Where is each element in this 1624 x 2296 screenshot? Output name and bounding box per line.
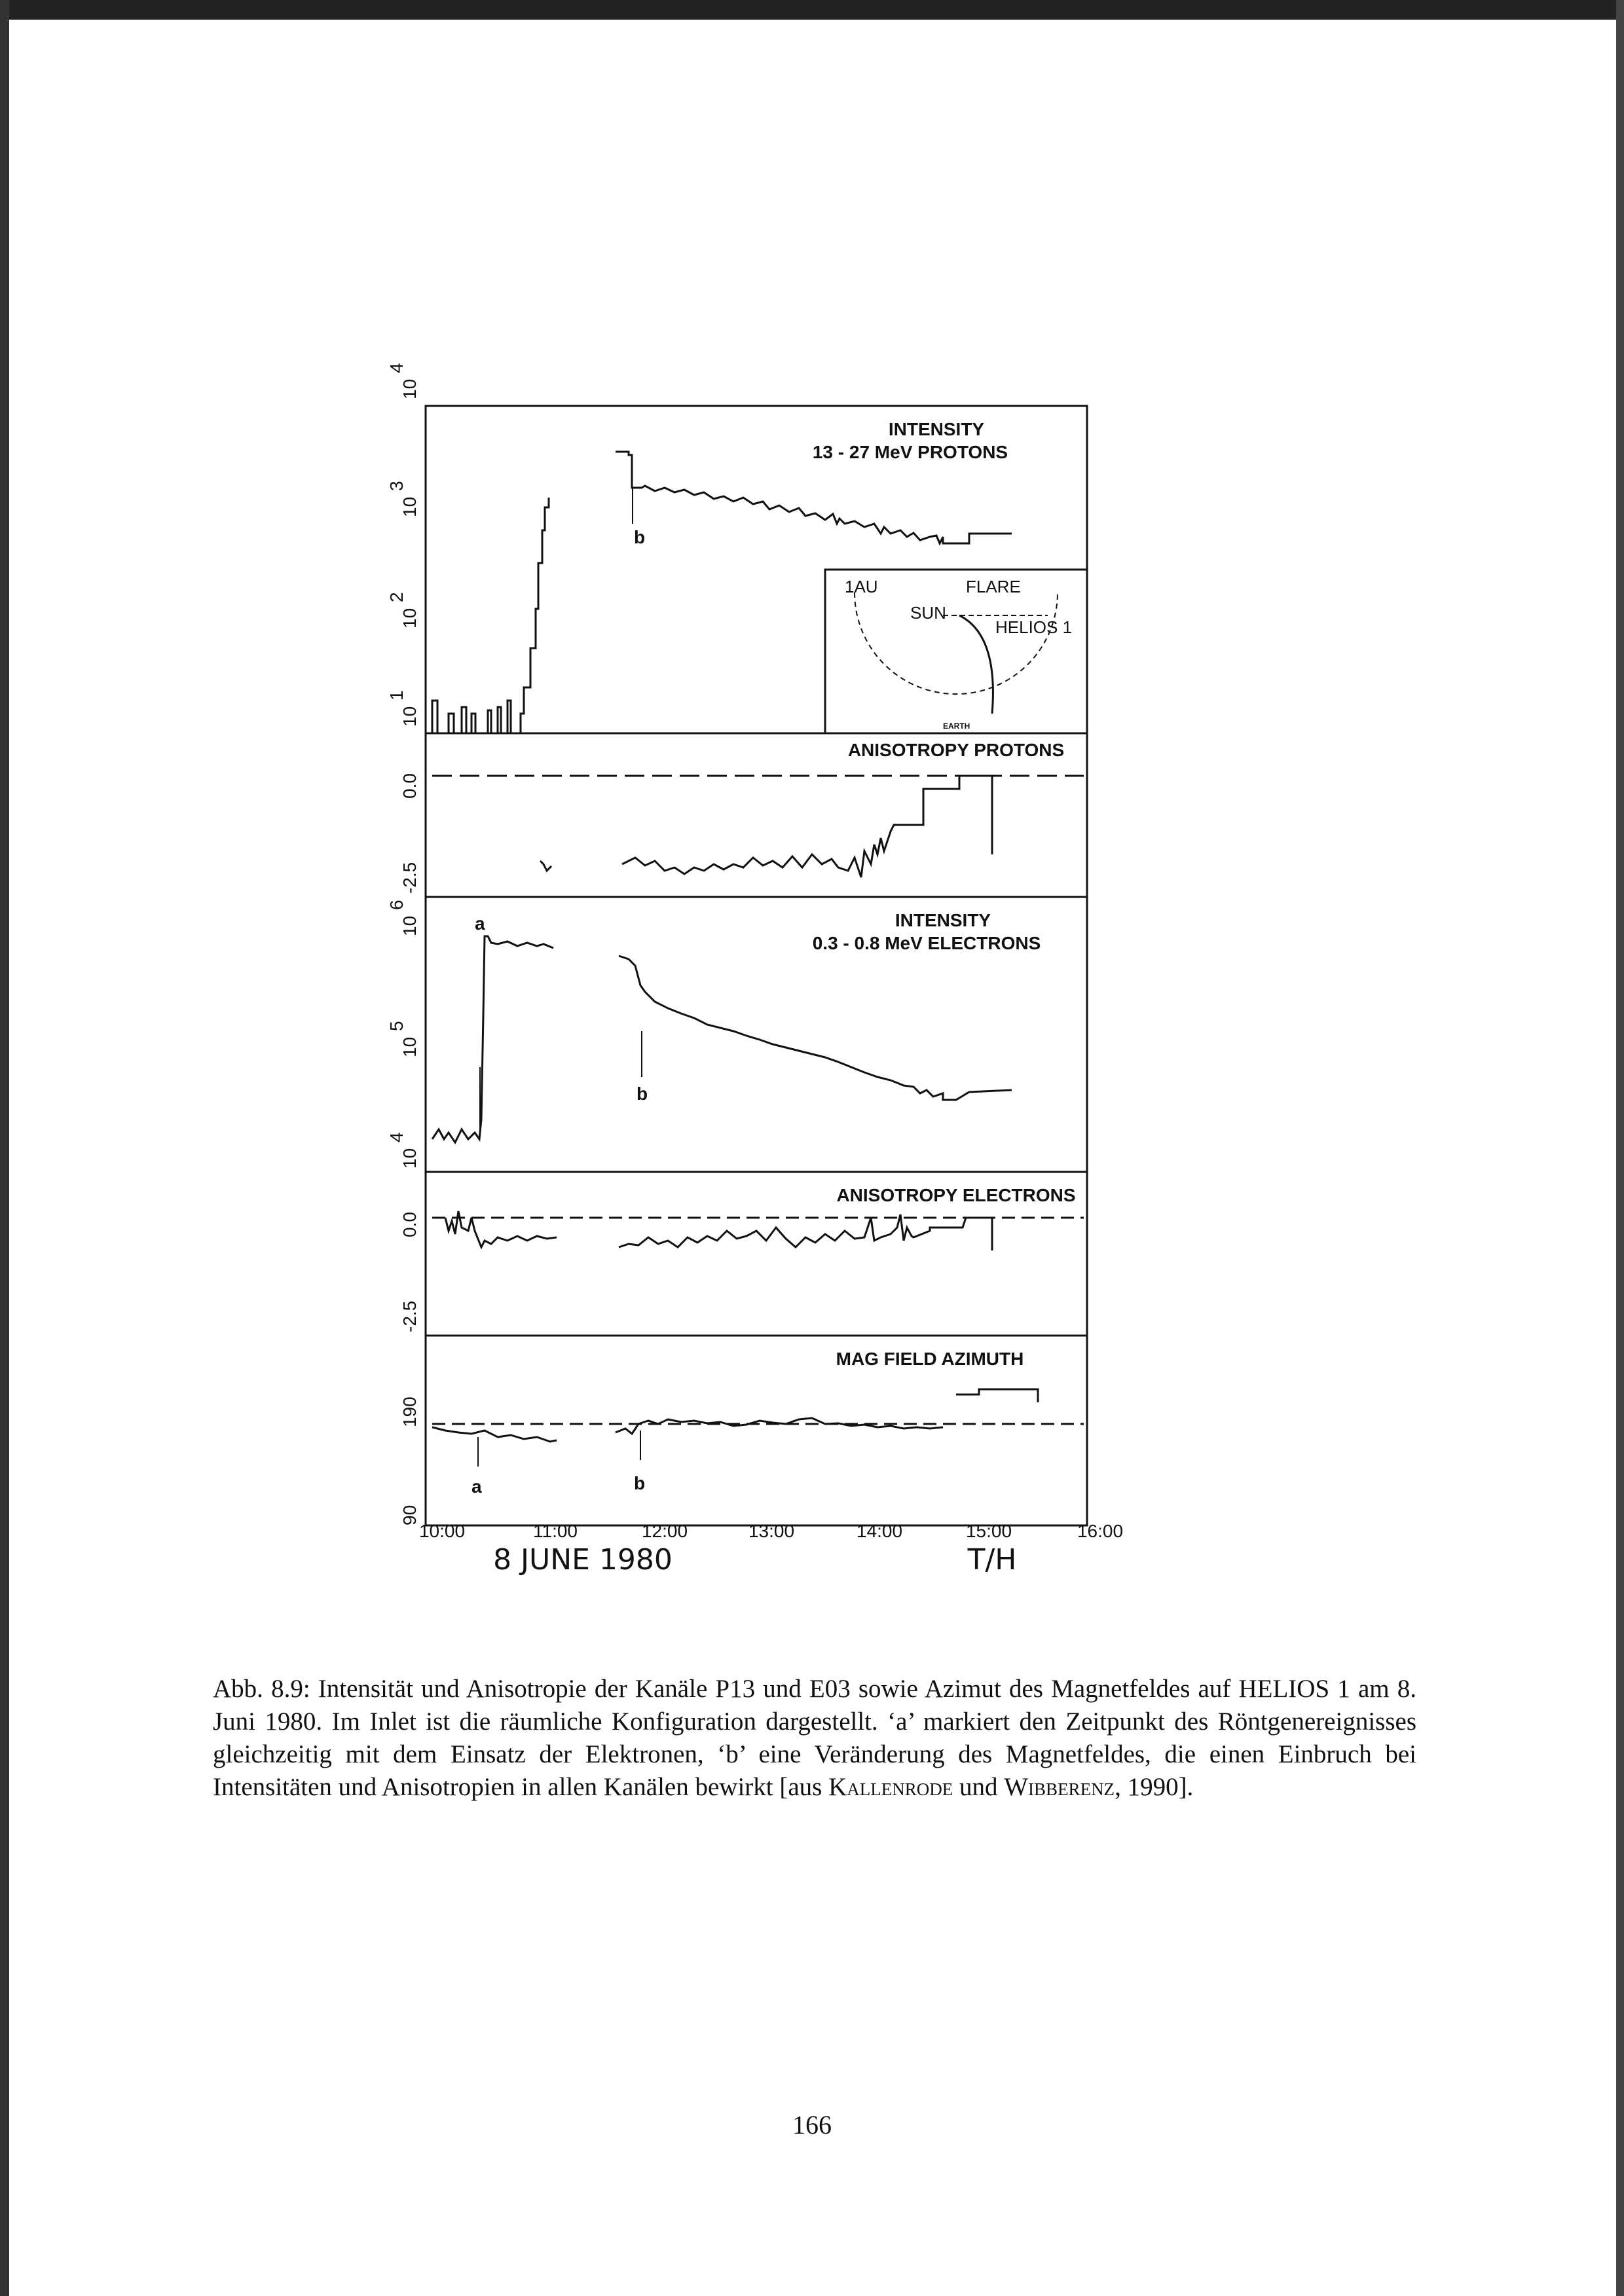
y-tick-label: 90 (399, 1504, 420, 1525)
inset-label-sun: SUN (910, 603, 946, 623)
x-tick-label: 10:00 (418, 1521, 466, 1541)
caption-text: Abb. 8.9: Intensität und Anisotropie der Kanäle P13 und E03 sowie Azimut des Magnetfeldes auf HELIOS 1 am 8. Juni 1980. Im Inlet ist die räumliche Konfiguration dargestellt. ‘a’ markiert den Zeitpunkt des Röntgenereignisses gleichzeitig mit dem Einsatz der Elektronen, ‘b’ eine Veränderung des Magnetfeldes, die einen Einbruch bei Intensitäten und Anisotropien in allen Kanälen bewirkt [aus (213, 1675, 1416, 1801)
x-axis-date-label: 8 JUNE 1980 (493, 1543, 673, 1576)
marker-label-b: b (637, 1084, 648, 1104)
panel-proton-anisotropy (399, 740, 1084, 894)
series-mag-field-azimuth (432, 1389, 1038, 1442)
inset-label-flare: FLARE (966, 577, 1021, 596)
y-tick-label: 0.0 (399, 773, 420, 799)
panel-title: MAG FIELD AZIMUTH (836, 1349, 1024, 1369)
panel-title-line: 13 - 27 MeV PROTONS (812, 442, 1008, 462)
marker-label-a: a (475, 913, 485, 934)
inset-configuration (825, 570, 1087, 733)
series-proton-intensity-main (616, 452, 1012, 543)
y-tick-label: 190 (399, 1396, 420, 1427)
marker-label-b: b (634, 527, 646, 547)
inset-label-1au: 1AU (845, 577, 878, 596)
panel-title: ANISOTROPY PROTONS (847, 740, 1065, 760)
series-proton-intensity (432, 498, 549, 733)
y-tick-label: 10 (399, 608, 420, 629)
y-tick-label: 10 (399, 706, 420, 727)
scan-border-left (0, 0, 9, 2296)
panel-proton-intensity (386, 363, 1087, 733)
y-tick-exp: 5 (386, 1021, 407, 1031)
x-tick-label: 11:00 (533, 1521, 578, 1541)
x-tick-label: 14:00 (856, 1521, 903, 1541)
x-tick-label: 12:00 (641, 1521, 688, 1541)
inset-label-earth: EARTH (943, 721, 970, 731)
panel-title-line: INTENSITY (888, 419, 985, 439)
y-tick-label: -2.5 (399, 1300, 420, 1332)
series-electron-intensity (432, 936, 1012, 1142)
y-tick-label: 0.0 (399, 1212, 420, 1237)
panel-electron-intensity (386, 900, 1041, 1169)
marker-label-a: a (471, 1476, 482, 1497)
inset-label-helios: HELIOS 1 (995, 617, 1073, 637)
panel-title: ANISOTROPY ELECTRONS (836, 1185, 1076, 1205)
x-tick-label: 15:00 (965, 1521, 1012, 1541)
panel-title-line: 0.3 - 0.8 MeV ELECTRONS (812, 933, 1041, 953)
y-tick-label: 10 (399, 1036, 420, 1057)
y-tick-exp: 1 (386, 690, 407, 701)
y-tick-exp: 2 (386, 592, 407, 602)
series-proton-anisotropy (540, 776, 992, 877)
y-tick-label: 10 (399, 1148, 420, 1169)
marker-label-b: b (634, 1473, 646, 1493)
x-axis-unit-label: T/H (967, 1543, 1017, 1576)
x-axis (419, 1521, 1123, 1576)
panel-title-line: INTENSITY (895, 910, 991, 930)
x-tick-label: 16:00 (1077, 1521, 1124, 1541)
caption-suffix: , 1990]. (1115, 1773, 1194, 1801)
panel-mag-field-azimuth (399, 1349, 1084, 1525)
page-number: 166 (792, 2110, 832, 2140)
figure-helios-timeseries (367, 347, 1139, 1591)
y-tick-label: 10 (399, 915, 420, 936)
panel-electron-anisotropy (399, 1185, 1084, 1332)
scan-border-top (0, 0, 1624, 20)
y-tick-exp: 4 (386, 1132, 407, 1142)
caption-author: Kallenrode (828, 1773, 953, 1801)
figure-caption (213, 1673, 1416, 1804)
scan-border-right (1616, 0, 1624, 2296)
y-tick-exp: 6 (386, 900, 407, 910)
y-tick-label: 10 (399, 496, 420, 517)
x-tick-label: 13:00 (748, 1521, 795, 1541)
y-tick-exp: 3 (386, 481, 407, 491)
caption-author: Wibberenz (1004, 1773, 1115, 1801)
y-tick-label: 10 (399, 378, 420, 399)
y-tick-label: -2.5 (399, 862, 420, 894)
caption-connector: und (953, 1773, 1005, 1801)
y-tick-exp: 4 (386, 363, 407, 373)
